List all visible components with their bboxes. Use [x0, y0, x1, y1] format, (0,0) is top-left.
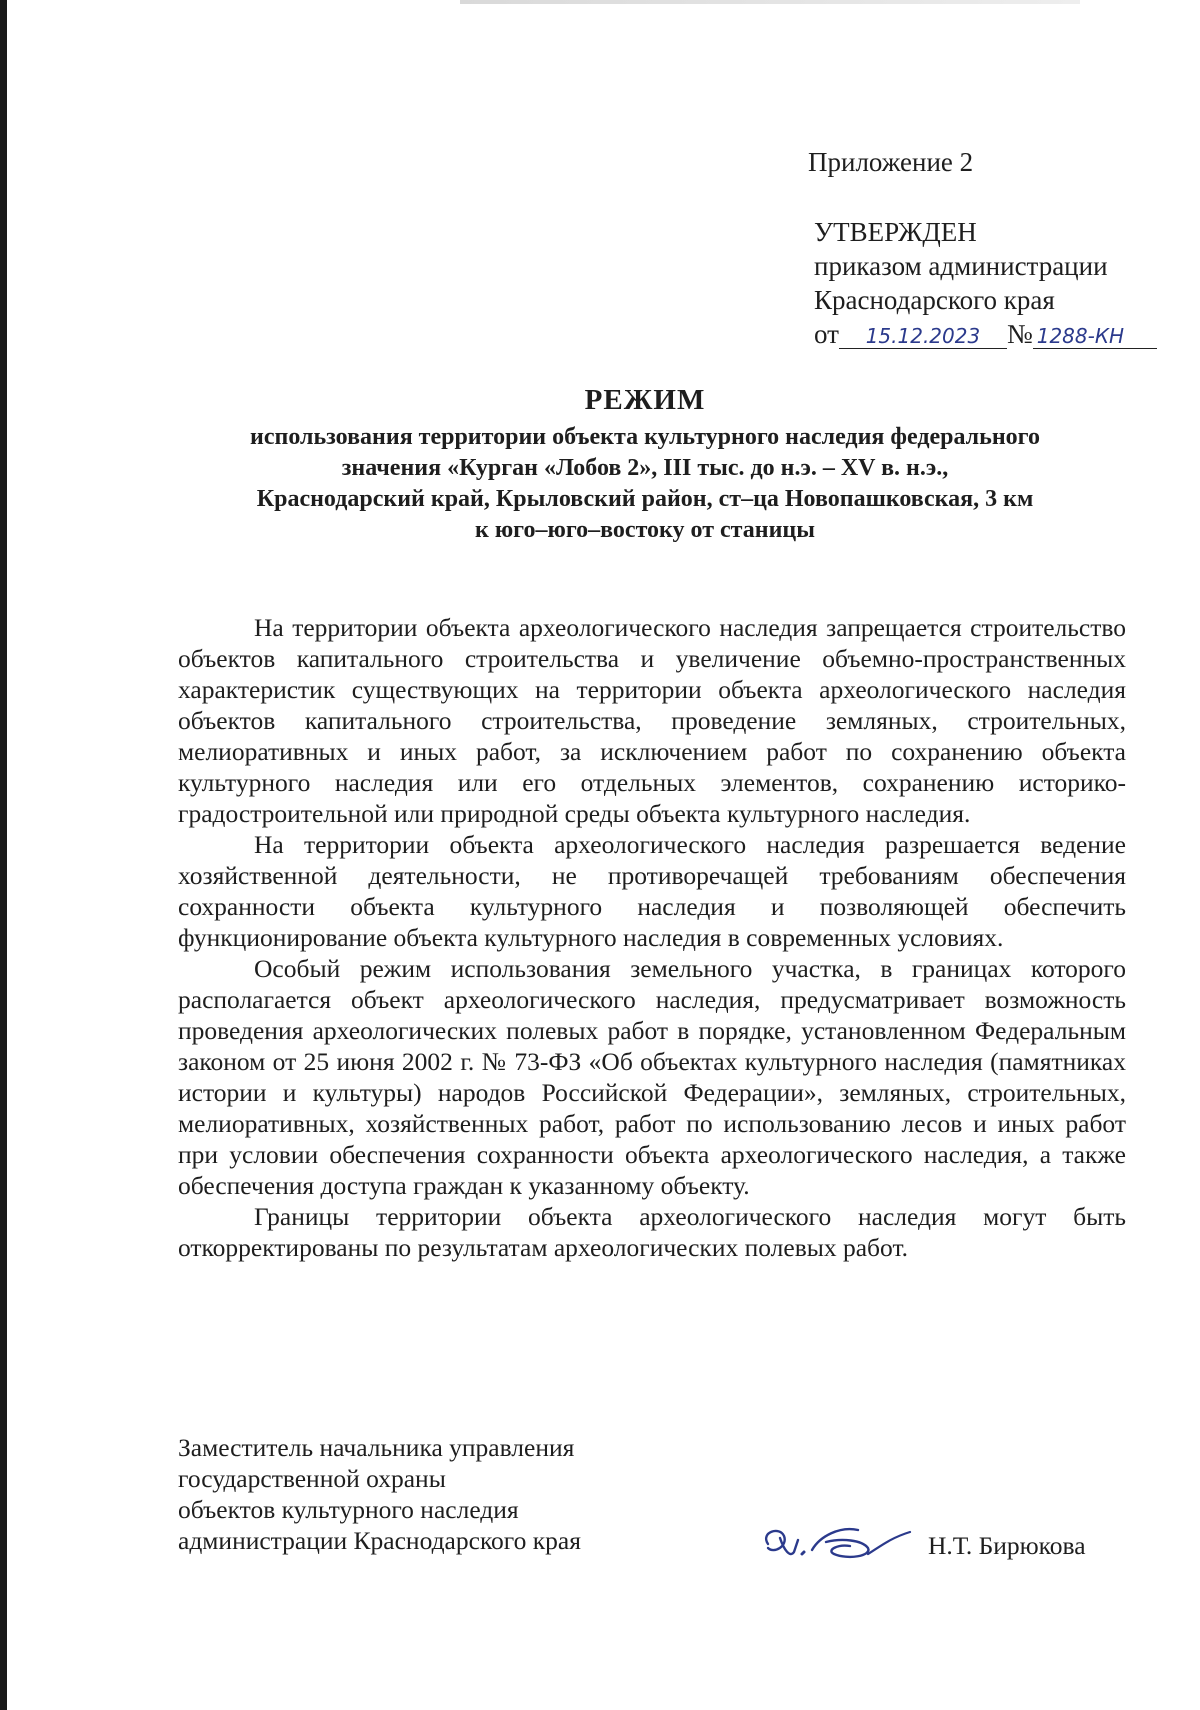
scan-left-edge [0, 0, 7, 1710]
paragraph-permitted-activity: На территории объекта археологического наследия разрешается ведение хозяйственной деятельности, не противоречащей требованиям обеспечения сохранности объекта культурного наследия и позволяющей обеспечить функционирование объекта культурного наследия в современных условиях. [178, 830, 1126, 952]
document-body [178, 612, 1126, 1263]
document-title [160, 380, 1130, 546]
paragraph-boundaries: Границы территории объекта археологического наследия могут быть откорректированы по результатам археологических полевых работ. [178, 1202, 1126, 1262]
approval-stamp [814, 215, 1157, 351]
position-line: объектов культурного наследия [178, 1495, 519, 1524]
scan-top-shadow [460, 0, 1080, 4]
approved-by-line-1: приказом администрации [814, 251, 1108, 281]
order-number: 1288-КН [1033, 324, 1157, 349]
subtitle-line: значения «Курган «Лобов 2», III тыс. до н.э. – XV в. н.э., [341, 455, 949, 481]
subtitle-line: использования территории объекта культурного наследия федерального [250, 424, 1040, 450]
title-subtitle [160, 422, 1130, 546]
subtitle-line: к юго–юго–востоку от станицы [475, 517, 815, 543]
order-date: 15.12.2023 [839, 324, 1007, 349]
signature-block [178, 1432, 1126, 1582]
position-line: Заместитель начальника управления [178, 1433, 575, 1462]
subtitle-line: Краснодарский край, Крыловский район, ст–ца Новопашковская, 3 км [256, 486, 1034, 512]
approved-by-line-2: Краснодарского края [814, 285, 1055, 315]
title-main: РЕЖИМ [584, 384, 706, 416]
position-line: администрации Краснодарского края [178, 1526, 581, 1555]
order-date-number [814, 317, 1157, 351]
signer-name: Н.Т. Бирюкова [928, 1531, 1086, 1560]
paragraph-special-regime: Особый режим использования земельного участка, в границах которого располагается объект археологического наследия, предусматривает возможность проведения археологических полевых работ в порядке, установленном Федеральным законом от 25 июня 2002 г. № 73-ФЗ «Об объектах культурного наследия (памятниках истории и культуры) народов Российской Федерации», земляных, строительных, мелиоративных, хозяйственных работ, работ по использованию лесов и иных работ при условии обеспечения сохранности объекта археологического наследия, а также обеспечения доступа граждан к указанному объекту. [178, 954, 1126, 1200]
paragraph-prohibitions: На территории объекта археологического наследия запрещается строительство объектов капитального строительства и увеличение объемно-пространственных характеристик существующих на территории объекта археологического наследия объектов капитального строительства, проведение земляных, строительных, мелиоративных и иных работ, за исключением работ по сохранению объекта культурного наследия или его отдельных элементов, сохранению историко-градостроительной или природной среды объекта культурного наследия. [178, 613, 1126, 828]
handwritten-signature [750, 1514, 920, 1574]
from-prefix: от [814, 319, 839, 349]
approved-label: УТВЕРЖДЕН [814, 217, 977, 247]
number-prefix: № [1006, 319, 1033, 349]
position-line: государственной охраны [178, 1464, 446, 1493]
appendix-label: Приложение 2 [808, 147, 974, 177]
